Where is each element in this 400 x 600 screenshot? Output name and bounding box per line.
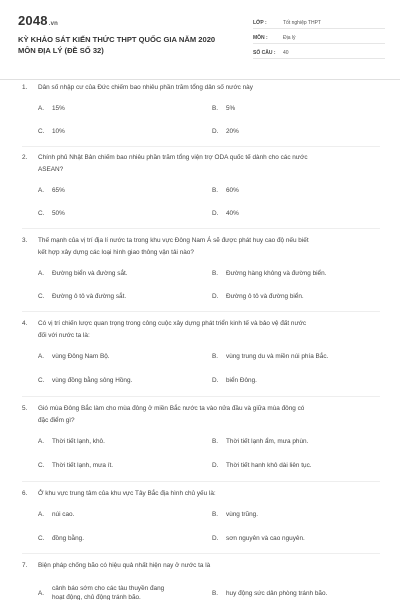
- option-text: [52, 584, 202, 600]
- option-letter: D.: [212, 128, 219, 135]
- option-text: vùng đồng bằng sông Hồng.: [52, 377, 133, 384]
- option-letter: C.: [38, 128, 45, 135]
- option-letter: A.: [38, 105, 45, 112]
- exam-meta: [253, 14, 385, 59]
- option-letter: D.: [212, 293, 219, 300]
- option-text: biển Đông.: [226, 377, 257, 384]
- option-letter: B.: [212, 511, 219, 518]
- option-text: vùng Đông Nam Bộ.: [52, 353, 110, 360]
- question-number: 3.: [22, 237, 28, 244]
- option-letter: A.: [38, 270, 45, 277]
- option-letter: A.: [38, 590, 45, 597]
- option-letter: C.: [38, 535, 45, 542]
- divider: [22, 228, 380, 229]
- question-line: đặc điểm gì?: [38, 417, 75, 424]
- meta-label: MÔN :: [253, 35, 268, 41]
- question-line: Ở khu vực trung tâm của khu vực Tây Bắc địa hình chủ yếu là:: [38, 490, 216, 497]
- exam-title: [18, 34, 238, 56]
- exam-title-line2: MÔN ĐỊA LÝ (ĐỀ SỐ 32): [18, 46, 104, 55]
- option-letter: B.: [212, 353, 219, 360]
- divider: [22, 146, 380, 147]
- option-letter: A.: [38, 511, 45, 518]
- option-letter: D.: [212, 377, 219, 384]
- option-text: Đường ô tô và đường biển.: [226, 293, 304, 300]
- logo-suffix: .vn: [48, 21, 59, 27]
- option-text: 60%: [226, 187, 239, 194]
- option-text: 5%: [226, 105, 236, 112]
- option-text: đồng bằng.: [52, 535, 84, 542]
- option-letter: A.: [38, 187, 45, 194]
- option-text: 40%: [226, 210, 239, 217]
- option-letter: D.: [212, 462, 219, 469]
- option-letter: A.: [38, 438, 45, 445]
- exam-header: [0, 0, 400, 80]
- meta-value: Địa lý: [283, 35, 296, 41]
- option-letter: C.: [38, 293, 45, 300]
- option-letter: C.: [38, 462, 45, 469]
- exam-title-line1: KỲ KHẢO SÁT KIẾN THỨC THPT QUỐC GIA NĂM 2020: [18, 35, 216, 44]
- option-text: Thời tiết lạnh, khô.: [52, 438, 105, 445]
- option-letter: A.: [38, 353, 45, 360]
- question-line: Thế mạnh của vị trí địa lí nước ta trong khu vực Đông Nam Á sẽ được phát huy cao độ nếu biết: [38, 237, 309, 244]
- option-text: Thời tiết hanh khô dài liên tục.: [226, 462, 312, 469]
- question-number: 6.: [22, 490, 28, 497]
- option-letter: B.: [212, 438, 219, 445]
- meta-row-count: [253, 44, 385, 59]
- question-line: Chính phủ Nhật Bản chiếm bao nhiêu phần trăm tổng viện trợ ODA quốc tế dành cho các nước: [38, 154, 308, 161]
- option-letter: B.: [212, 105, 219, 112]
- option-letter: B.: [212, 270, 219, 277]
- option-text: huy động sức dân phòng tránh bão.: [226, 590, 328, 597]
- option-letter: C.: [38, 377, 45, 384]
- question-line: đối với nước ta là:: [38, 332, 90, 339]
- option-text-line: cảnh báo sớm cho các tàu thuyền đang: [52, 585, 165, 592]
- divider: [22, 553, 380, 554]
- option-text: 50%: [52, 210, 65, 217]
- site-logo[interactable]: [18, 13, 58, 28]
- divider: [22, 311, 380, 312]
- option-letter: B.: [212, 187, 219, 194]
- logo-text: 2048: [18, 13, 48, 28]
- question-number: 1.: [22, 84, 28, 91]
- question-number: 4.: [22, 320, 28, 327]
- meta-label: LỚP :: [253, 20, 267, 26]
- option-text: núi cao.: [52, 511, 75, 518]
- meta-label: SỐ CÂU :: [253, 50, 276, 56]
- question-line: Có vị trí chiến lược quan trọng trong công cuộc xây dựng phát triển kinh tế và bảo vệ đất nước: [38, 320, 307, 327]
- option-text: vùng trung du và miền núi phía Bắc.: [226, 353, 329, 360]
- question-number: 5.: [22, 405, 28, 412]
- question-line: Gió mùa Đông Bắc làm cho mùa đông ở miền Bắc nước ta vào nửa đầu và giữa mùa đông có: [38, 405, 305, 412]
- meta-row-class: [253, 14, 385, 29]
- meta-value: Tốt nghiệp THPT: [283, 20, 321, 26]
- option-letter: D.: [212, 535, 219, 542]
- question-line: kết hợp xây dựng các loại hình giao thông vận tải nào?: [38, 249, 194, 256]
- option-text: Thời tiết lạnh, mưa ít.: [52, 462, 114, 469]
- meta-row-subject: [253, 29, 385, 44]
- option-letter: B.: [212, 590, 219, 597]
- divider: [22, 396, 380, 397]
- divider: [22, 481, 380, 482]
- option-text: Đường ô tô và đường sắt.: [52, 293, 127, 300]
- option-text: sơn nguyên và cao nguyên.: [226, 535, 305, 542]
- option-text-line: hoạt động, chủ động tránh bão.: [52, 594, 141, 600]
- option-letter: C.: [38, 210, 45, 217]
- option-text: 15%: [52, 105, 65, 112]
- option-text: Thời tiết lạnh ẩm, mưa phùn.: [226, 438, 309, 445]
- option-text: Đường hàng không và đường biển.: [226, 270, 327, 277]
- meta-value: 40: [283, 50, 289, 56]
- question-number: 2.: [22, 154, 28, 161]
- question-line: Biện pháp chống bão có hiệu quả nhất hiện nay ở nước ta là: [38, 562, 211, 569]
- question-number: 7.: [22, 562, 28, 569]
- option-letter: D.: [212, 210, 219, 217]
- question-line: Dân số nhập cư của Đức chiếm bao nhiêu phần trăm tổng dân số nước này: [38, 84, 253, 91]
- option-text: Đường biển và đường sắt.: [52, 270, 128, 277]
- question-line: ASEAN?: [38, 166, 64, 173]
- option-text: 10%: [52, 128, 65, 135]
- option-text: vùng trũng.: [226, 511, 258, 518]
- option-text: 65%: [52, 187, 65, 194]
- option-text: 20%: [226, 128, 239, 135]
